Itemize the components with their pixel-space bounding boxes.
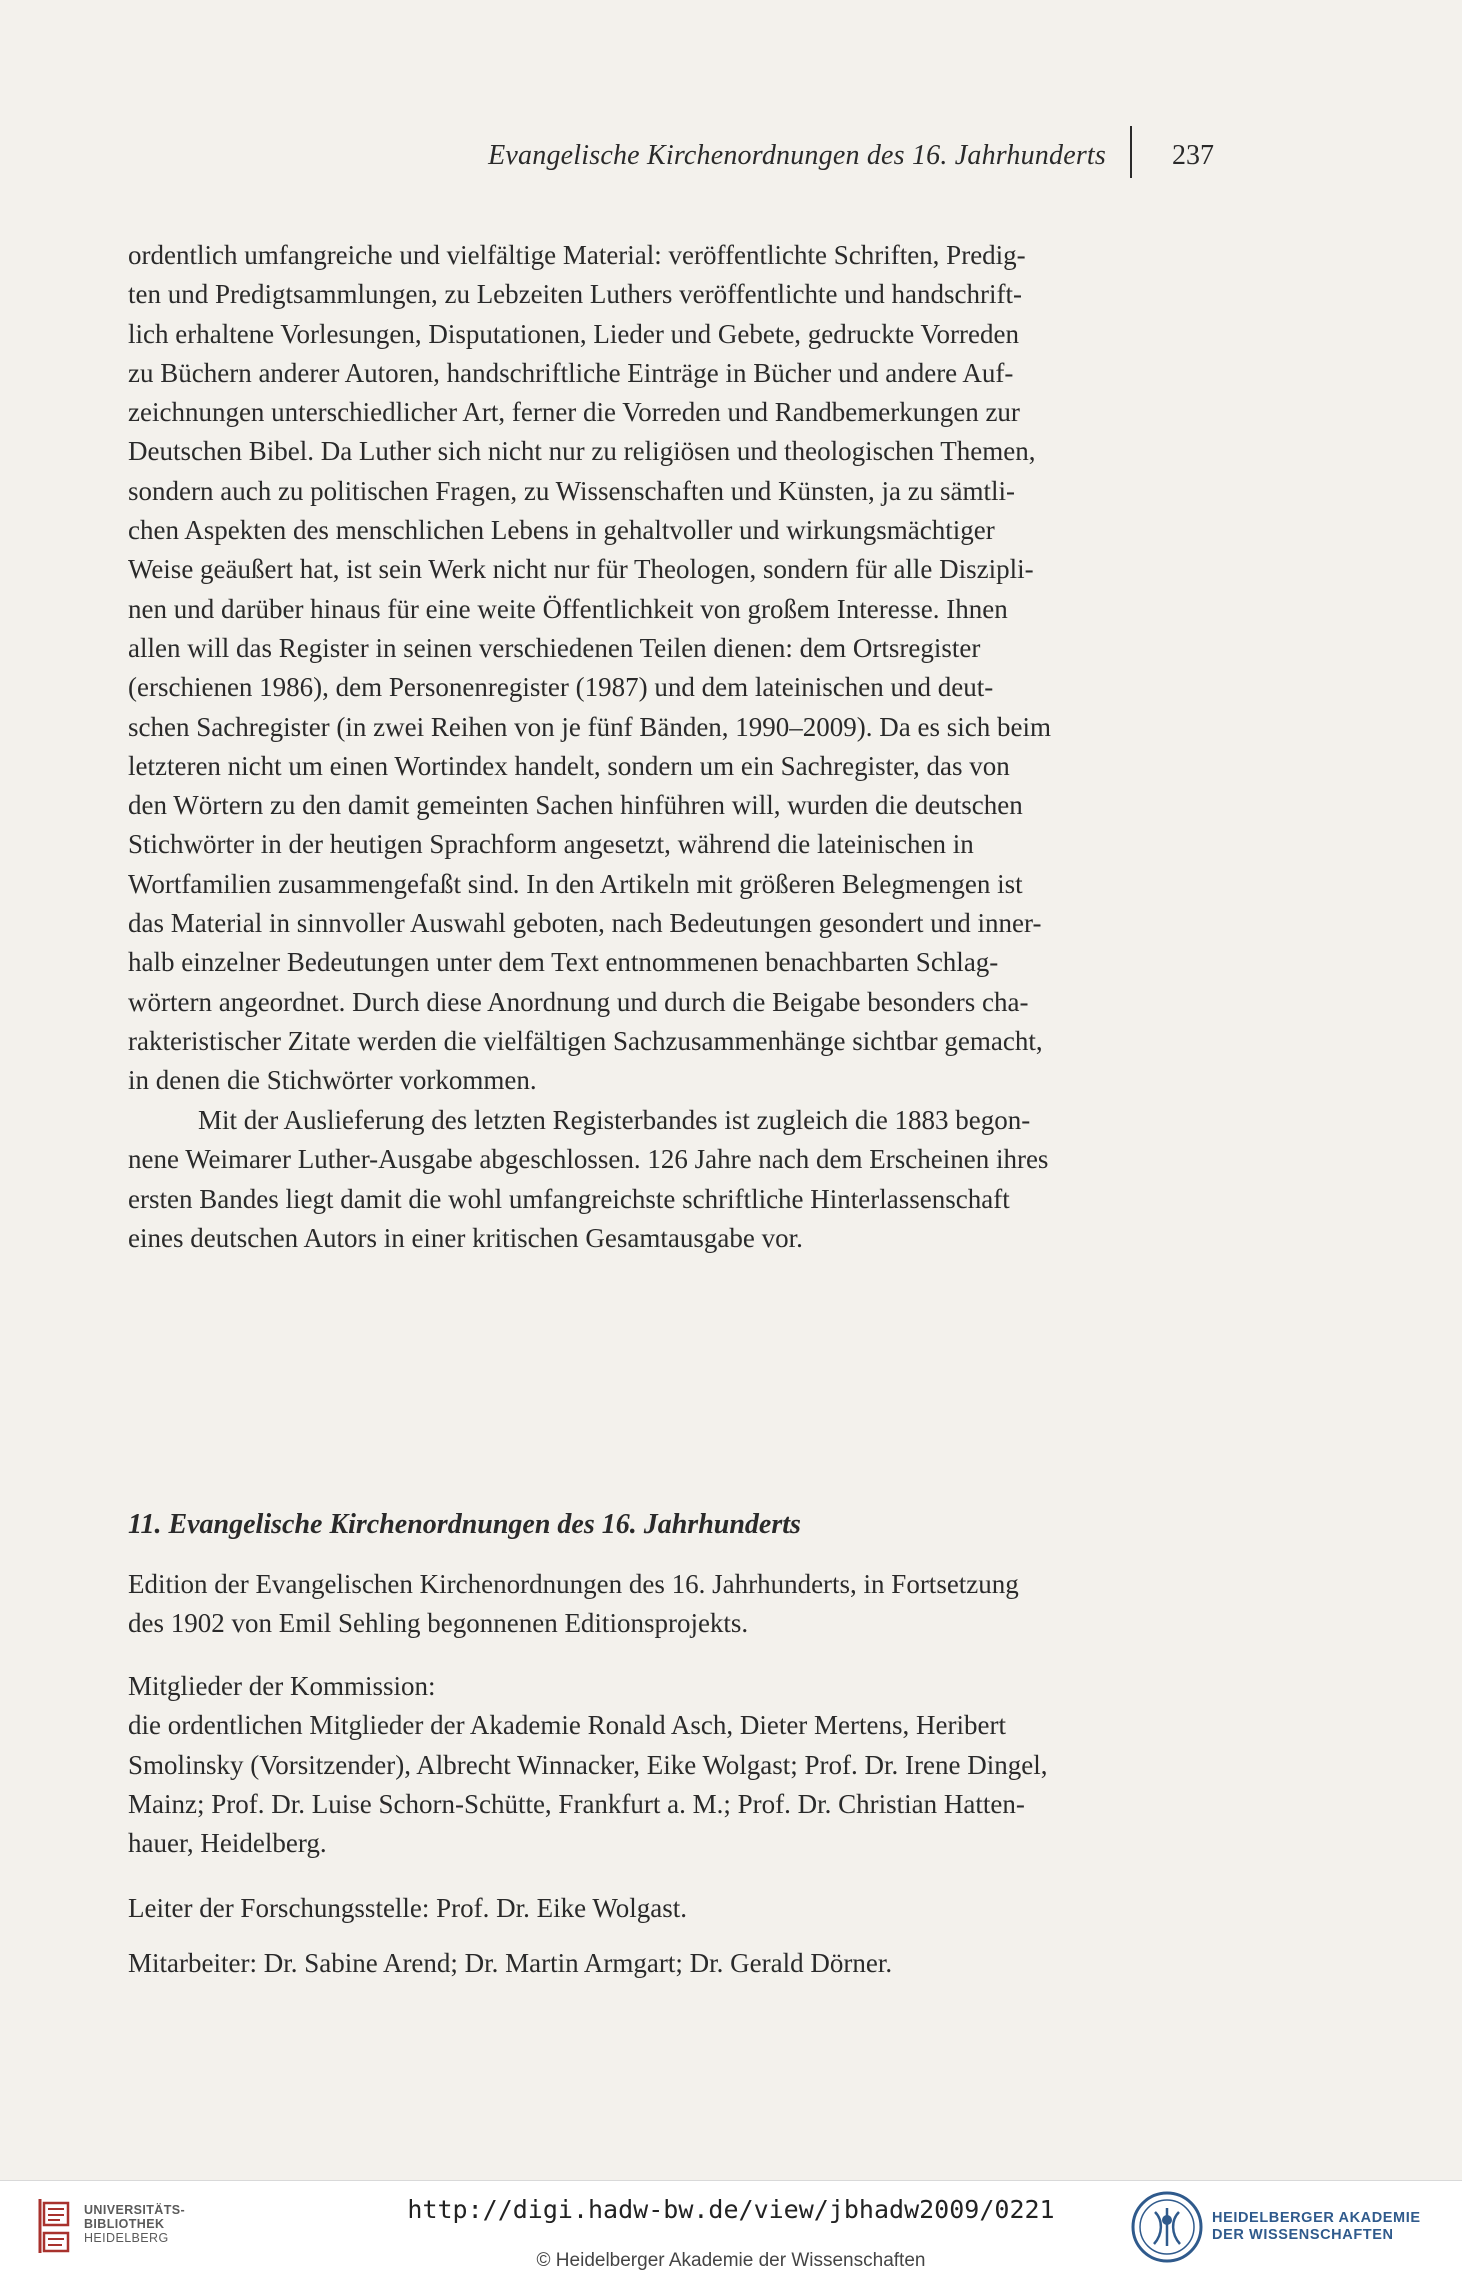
- text-line: letzteren nicht um einen Wortindex handelt, sondern um ein Sachregister, das von: [128, 750, 1010, 781]
- text-line: ordentlich umfangreiche und vielfältige Material: veröffentlichte Schriften, Predig-: [128, 240, 1026, 270]
- section-heading: 11. Evangelische Kirchenordnungen des 16. Jahrhunderts: [128, 1509, 801, 1540]
- text-line: (erschienen 1986), dem Personenregister (1987) und dem lateinischen und deut-: [128, 672, 994, 703]
- text-line: lich erhaltene Vorlesungen, Disputationen, Lieder und Gebete, gedruckte Vorreden: [128, 318, 1019, 349]
- ub-logo-line: UNIVERSITÄTS-: [84, 2203, 186, 2217]
- body-paragraph-2: [128, 1101, 1224, 1258]
- text-line: chen Aspekten des menschlichen Lebens in gehaltvoller und wirkungsmächtiger: [128, 515, 995, 546]
- copyright-notice: © Heidelberger Akademie der Wissenschaften: [536, 2250, 926, 2271]
- hadw-logo-line: HEIDELBERGER AKADEMIE: [1212, 2210, 1421, 2226]
- text-line: rakteristischer Zitate werden die vielfältigen Sachzusammenhänge sichtbar gemacht,: [128, 1025, 1043, 1056]
- running-head-divider: [1130, 126, 1132, 178]
- text-line: das Material in sinnvoller Auswahl geboten, nach Bedeutungen gesondert und inner-: [128, 908, 1042, 939]
- text-line: halb einzelner Bedeutungen unter dem Text entnommenen benachbarten Schlag-: [128, 947, 999, 978]
- hadw-logo-text[interactable]: [1212, 2210, 1421, 2244]
- text-line: Stichwörter in der heutigen Sprachform angesetzt, während die lateinischen in: [128, 829, 974, 860]
- permalink-url[interactable]: http://digi.hadw-bw.de/view/jbhadw2009/0221: [407, 2195, 1055, 2224]
- text-line: die ordentlichen Mitglieder der Akademie Ronald Asch, Dieter Mertens, Heribert: [128, 1710, 1006, 1741]
- text-line: zeichnungen unterschiedlicher Art, ferner die Vorreden und Randbemerkungen zur: [128, 397, 1020, 428]
- research-leader-line: [128, 1889, 1224, 1928]
- edition-paragraph: [128, 1565, 1224, 1644]
- text-line: Edition der Evangelischen Kirchenordnungen des 16. Jahrhunderts, in Fortsetzung: [128, 1569, 1019, 1599]
- text-line: allen will das Register in seinen verschiedenen Teilen dienen: dem Ortsregister: [128, 632, 981, 663]
- text-line: Mitglieder der Kommission:: [128, 1671, 436, 1701]
- text-line: ersten Bandes liegt damit die wohl umfangreichste schriftliche Hinterlassenschaft: [128, 1183, 1010, 1214]
- text-line: Mainz; Prof. Dr. Luise Schorn-Schütte, Frankfurt a. M.; Prof. Dr. Christian Hatten-: [128, 1788, 1025, 1819]
- text-line: nen und darüber hinaus für eine weite Öffentlichkeit von großem Interesse. Ihnen: [128, 593, 1008, 624]
- text-line: zu Büchern anderer Autoren, handschriftliche Einträge in Bücher und andere Auf-: [128, 357, 1014, 388]
- text-line: Mit der Auslieferung des letzten Registerbandes ist zugleich die 1883 begon-: [198, 1105, 1031, 1135]
- text-line: den Wörtern zu den damit gemeinten Sachen hinführen will, wurden die deutschen: [128, 790, 1023, 821]
- text-line: schen Sachregister (in zwei Reihen von je fünf Bänden, 1990–2009). Da es sich beim: [128, 711, 1051, 742]
- text-line: Wortfamilien zusammengefaßt sind. In den Artikeln mit größeren Belegmengen ist: [128, 868, 1023, 899]
- text-line: wörtern angeordnet. Durch diese Anordnung und durch die Beigabe besonders cha-: [128, 986, 1029, 1017]
- text-line: Leiter der Forschungsstelle: Prof. Dr. Eike Wolgast.: [128, 1893, 687, 1923]
- text-line: Weise geäußert hat, ist sein Werk nicht nur für Theologen, sondern für alle Diszipli-: [128, 554, 1034, 585]
- text-line: Deutschen Bibel. Da Luther sich nicht nur zu religiösen und theologischen Themen,: [128, 436, 1036, 467]
- ub-logo-line: BIBLIOTHEK: [84, 2217, 165, 2231]
- text-line: des 1902 von Emil Sehling begonnenen Editionsprojekts.: [128, 1608, 749, 1639]
- text-line: nene Weimarer Luther-Ausgabe abgeschlossen. 126 Jahre nach dem Erscheinen ihres: [128, 1144, 1049, 1175]
- page-number: 237: [1172, 140, 1214, 171]
- hadw-logo-line: DER WISSENSCHAFTEN: [1212, 2227, 1394, 2243]
- text-line: sondern auch zu politischen Fragen, zu Wissenschaften und Künsten, ja zu sämtli-: [128, 475, 1015, 506]
- text-line: eines deutschen Autors in einer kritischen Gesamtausgabe vor.: [128, 1222, 803, 1253]
- commission-members-paragraph: [128, 1667, 1224, 1863]
- running-head-title: Evangelische Kirchenordnungen des 16. Jahrhunderts: [488, 140, 1106, 171]
- text-line: ten und Predigtsammlungen, zu Lebzeiten Luthers veröffentlichte und handschrift-: [128, 279, 1022, 310]
- ub-logo-line: HEIDELBERG: [84, 2231, 169, 2245]
- staff-line: [128, 1944, 1224, 1983]
- text-line: Smolinsky (Vorsitzender), Albrecht Winnacker, Eike Wolgast; Prof. Dr. Irene Dingel,: [128, 1749, 1048, 1780]
- text-line: in denen die Stichwörter vorkommen.: [128, 1065, 537, 1096]
- hadw-seal-icon[interactable]: [1130, 2190, 1204, 2264]
- text-line: Mitarbeiter: Dr. Sabine Arend; Dr. Martin Armgart; Dr. Gerald Dörner.: [128, 1948, 893, 1978]
- text-line: hauer, Heidelberg.: [128, 1828, 327, 1859]
- body-paragraph-1: [128, 236, 1224, 1101]
